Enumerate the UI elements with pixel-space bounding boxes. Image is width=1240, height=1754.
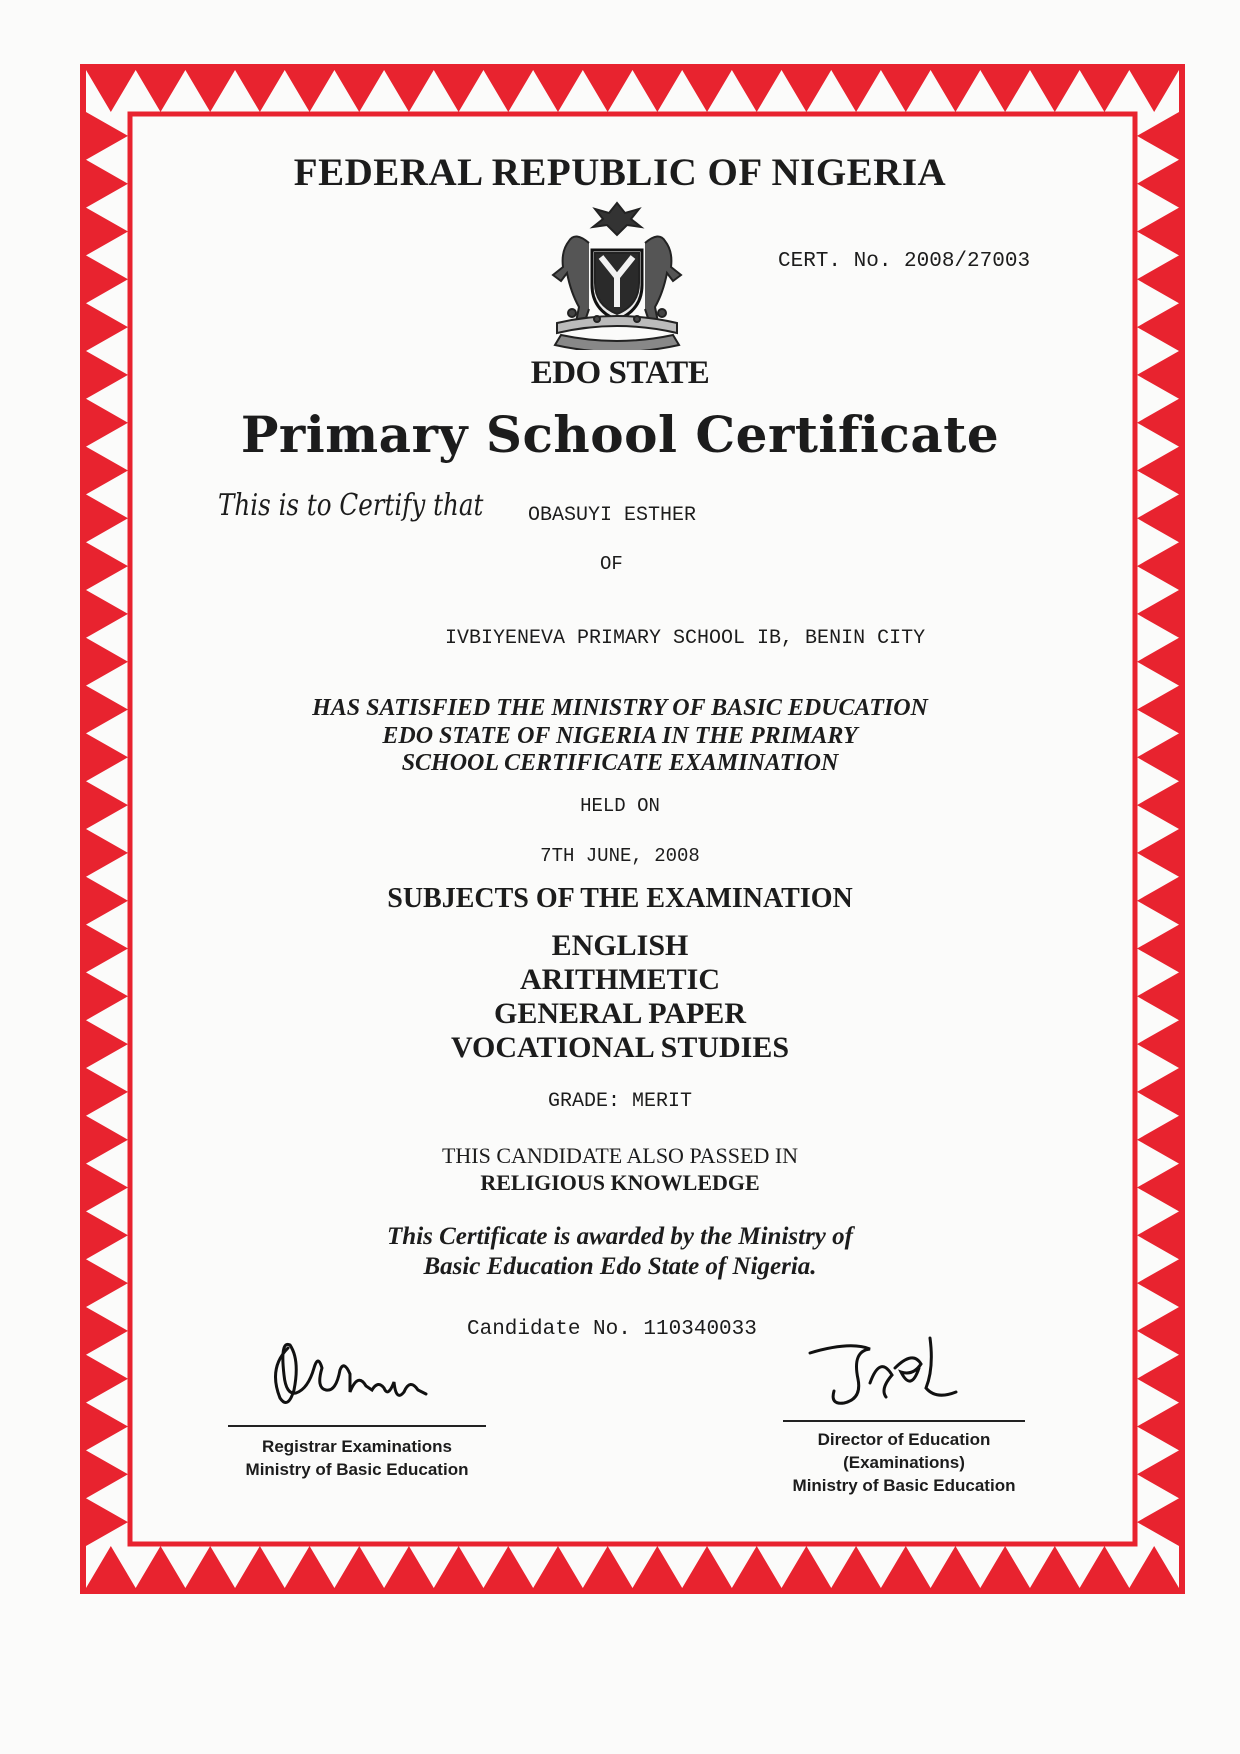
country-heading: FEDERAL REPUBLIC OF NIGERIA	[293, 151, 947, 194]
director-title: Director of Education	[817, 1430, 991, 1449]
subject-item: ENGLISH	[551, 929, 689, 962]
school-name: IVBIYENEVA PRIMARY SCHOOL IB, BENIN CITY	[445, 627, 926, 650]
satisfied-line: EDO STATE OF NIGERIA IN THE PRIMARY	[382, 723, 858, 749]
award-line: This Certificate is awarded by the Ministry of	[387, 1223, 853, 1250]
registrar-signature-icon	[258, 1328, 488, 1418]
held-on-label: HELD ON	[580, 795, 660, 817]
candidate-name: OBASUYI ESTHER	[528, 504, 697, 527]
certificate-title: Primary School Certificate	[240, 405, 1000, 464]
signature-line	[783, 1420, 1025, 1422]
grade: GRADE: MERIT	[547, 1090, 693, 1113]
director-ministry: Ministry of Basic Education	[792, 1476, 1016, 1495]
satisfied-line: HAS SATISFIED THE MINISTRY OF BASIC EDUCATION	[312, 695, 928, 721]
satisfied-line: SCHOOL CERTIFICATE EXAMINATION	[401, 750, 839, 776]
candidate-number: Candidate No. 110340033	[467, 1318, 757, 1341]
extra-subject: RELIGIOUS KNOWLEDGE	[480, 1170, 760, 1195]
certify-phrase: This is to Certify that	[218, 488, 484, 523]
registrar-title: Registrar Examinations	[262, 1437, 452, 1456]
also-passed-text: THIS CANDIDATE ALSO PASSED IN	[441, 1143, 799, 1168]
subject-item: VOCATIONAL STUDIES	[450, 1031, 790, 1064]
subject-item: GENERAL PAPER	[494, 997, 746, 1030]
director-signature-icon	[800, 1328, 1000, 1423]
coat-of-arms-icon	[537, 195, 697, 350]
subjects-heading: SUBJECTS OF THE EXAMINATION	[387, 883, 853, 914]
signature-line	[228, 1425, 486, 1427]
award-line: Basic Education Edo State of Nigeria.	[423, 1253, 817, 1280]
registrar-ministry: Ministry of Basic Education	[245, 1460, 469, 1479]
certificate-number: CERT. No. 2008/27003	[778, 250, 1031, 273]
of-label: OF	[600, 553, 623, 575]
state-name: EDO STATE	[530, 355, 710, 391]
subject-item: ARITHMETIC	[519, 963, 721, 996]
director-subtitle: (Examinations)	[843, 1453, 965, 1472]
exam-date: 7TH JUNE, 2008	[540, 845, 700, 867]
